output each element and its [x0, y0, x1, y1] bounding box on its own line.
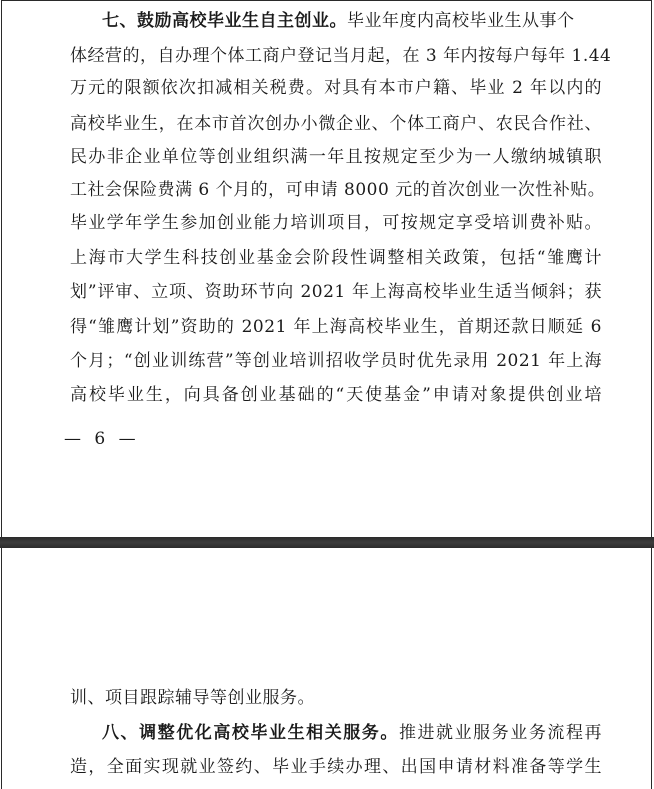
- document-page-bottom: [1, 548, 652, 789]
- paragraph-8-line-0: 推进就业服务业务流程再: [398, 723, 603, 743]
- paragraph-8-first-line: [102, 722, 602, 744]
- paragraph-7-line-5: 工社会保险费满 6 个月的，可申请 8000 元的首次创业一次性补贴。: [70, 180, 606, 200]
- paragraph-7-line-6: 毕业学年学生参加创业能力培训项目，可按规定享受培训费补贴。: [70, 213, 602, 233]
- paragraph-7-line-3: 高校毕业生，在本市首次创办小微企业、个体工商户、农民合作社、: [70, 114, 602, 134]
- document-page-top: [1, 0, 652, 537]
- paragraph-7-line-9: 得“雏鹰计划”资助的 2021 年上海高校毕业生，首期还款日顺延 6: [70, 317, 602, 337]
- paragraph-7-line-1: 体经营的，自办理个体工商户登记当月起，在 3 年内按每户每年 1.44: [70, 46, 612, 66]
- paragraph-7-line-0: 毕业年度内高校毕业生从事个: [347, 11, 575, 31]
- paragraph-7-line-4: 民办非企业单位等创业组织满一年且按规定至少为一人缴纳城镇职: [70, 147, 602, 167]
- paragraph-7-heading: 七、鼓励高校毕业生自主创业。: [102, 11, 347, 31]
- paragraph-8-heading: 八、调整优化高校毕业生相关服务。: [102, 723, 399, 743]
- paragraph-8-line-1: 造，全面实现就业签约、毕业手续办理、出国申请材料准备等学生: [70, 757, 602, 777]
- paragraph-7-line-8: 划”评审、立项、资助环节向 2021 年上海高校毕业生适当倾斜；获: [70, 282, 602, 302]
- paragraph-7-first-line: [102, 10, 602, 32]
- paragraph-7-line-7: 上海市大学生科技创业基金会阶段性调整相关政策，包括“雏鹰计: [70, 248, 602, 268]
- paragraph-7-line-10: 个月；“创业训练营”等创业培训招收学员时优先录用 2021 年上海: [70, 351, 602, 371]
- page-number: — 6 —: [64, 429, 140, 449]
- continuation-line: 训、项目跟踪辅导等创业服务。: [70, 688, 315, 708]
- paragraph-7-line-2: 万元的限额依次扣减相关税费。对具有本市户籍、毕业 2 年以内的: [70, 78, 602, 98]
- paragraph-7-line-11: 高校毕业生，向具备创业基础的“天使基金”申请对象提供创业培: [70, 385, 602, 405]
- page-separator: [0, 537, 654, 548]
